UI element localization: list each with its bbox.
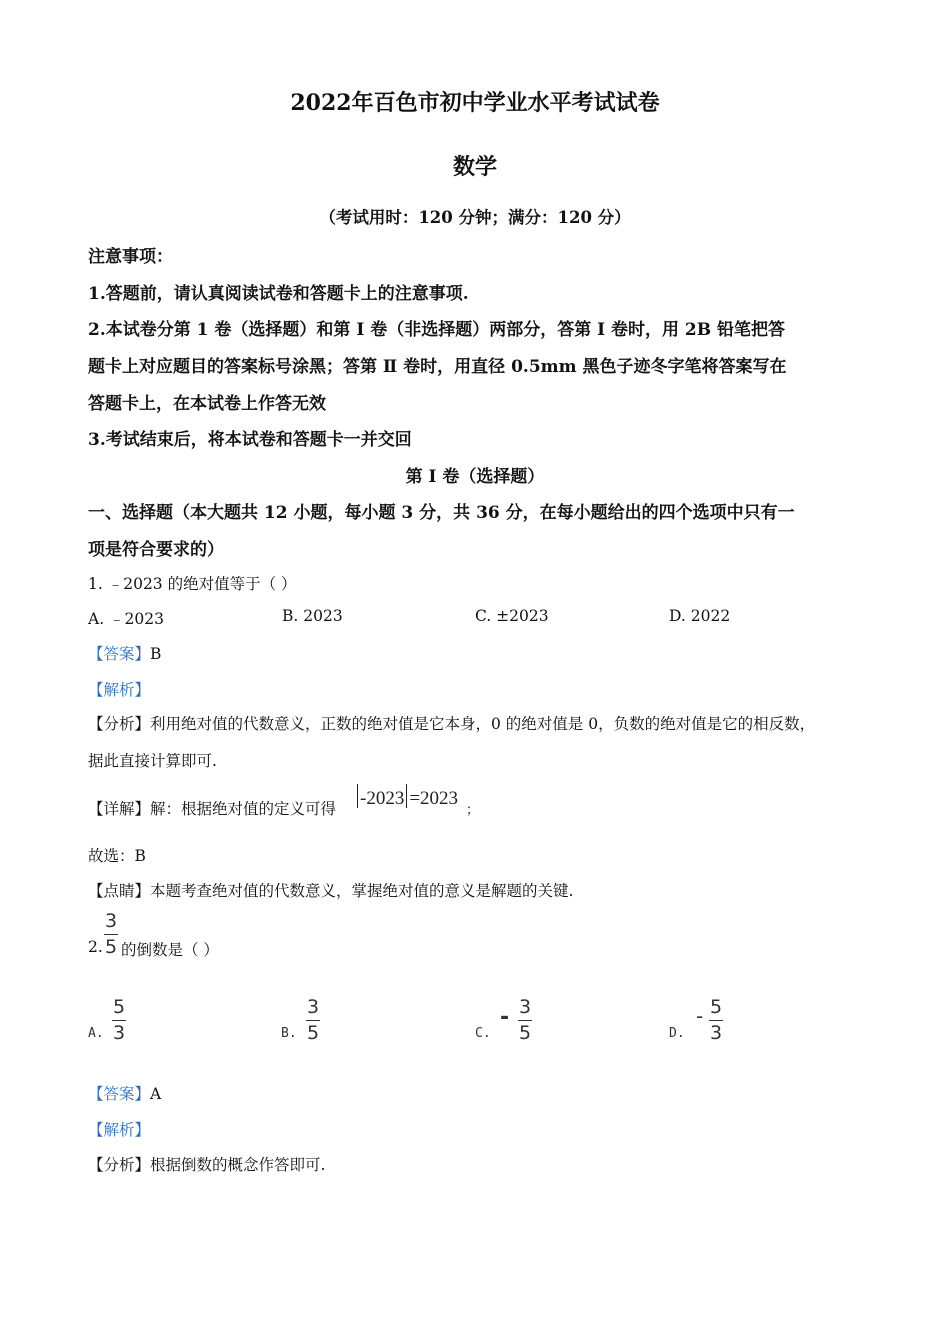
q1-dianjing: 【点睛】本题考查绝对值的代数意义，掌握绝对值的意义是解题的关键. (88, 882, 574, 900)
q1-option-b: B. 2023 (282, 607, 343, 625)
abs-result: =2023 (409, 788, 459, 809)
fraction (518, 998, 532, 1043)
note-item-1: 1.答题前，请认真阅读试卷和答题卡上的注意事项. (88, 284, 469, 304)
q1-detail-text: 【详解】解：根据绝对值的定义可得 (88, 800, 337, 818)
fraction (709, 998, 723, 1043)
denominator: 5 (518, 1022, 532, 1044)
abs-bar-left (357, 784, 358, 808)
denominator: 3 (112, 1022, 126, 1044)
fraction (306, 998, 320, 1043)
exam-info: （考试用时：120 分钟；满分：120 分） (319, 208, 631, 227)
fraction (104, 912, 118, 957)
q1-stem: 1. ﹣2023 的绝对值等于（ ） (88, 575, 297, 593)
q2-analysis-tag: 【解析】 (88, 1121, 151, 1139)
q2-option-d-fraction (709, 998, 723, 1043)
exam-title: 2022年百色市初中学业水平考试试卷 (290, 90, 660, 116)
part-title: 第 I 卷（选择题） (405, 467, 545, 487)
abs-bar-right (406, 784, 407, 808)
notes-heading: 注意事项： (88, 247, 173, 267)
q2-answer (88, 1082, 161, 1104)
q1-detail-suffix: ； (466, 803, 480, 818)
q1-option-c: C. ±2023 (475, 607, 549, 625)
note-item-3: 3.考试结束后，将本试卷和答题卡一并交回 (88, 430, 412, 450)
q2-fenxi: 【分析】根据倒数的概念作答即可. (88, 1156, 326, 1174)
answer-tag: 【答案】 (88, 1085, 151, 1103)
fraction-bar (306, 1020, 320, 1021)
denominator: 3 (709, 1022, 723, 1044)
numerator: 5 (709, 996, 723, 1018)
note-item-2-line-3: 答题卡上，在本试卷上作答无效 (88, 394, 326, 414)
note-item-2-line-1: 2.本试卷分第 1 卷（选择题）和第 I 卷（非选择题）两部分，答第 I 卷时，用 2B 铅笔把答 (88, 320, 786, 340)
q1-option-d: D. 2022 (669, 607, 731, 625)
q2-option-c-sign: - (500, 1005, 510, 1030)
q1-analysis-tag: 【解析】 (88, 681, 151, 699)
denominator: 5 (104, 936, 118, 958)
note-item-2-line-2: 题卡上对应题目的答案标号涂黑；答第 Ⅱ 卷时，用直径 0.5mm 黑色子迹冬字笔将答案写在 (88, 357, 787, 377)
q2-option-d-label: D. (669, 1026, 685, 1041)
q2-option-b-fraction (306, 998, 320, 1043)
fraction-bar (112, 1020, 126, 1021)
numerator: 5 (112, 996, 126, 1018)
q2-option-c-label: C. (475, 1026, 491, 1041)
q2-stem-fraction (104, 912, 118, 957)
fraction-bar (518, 1020, 532, 1021)
q1-option-a: A. ﹣2023 (88, 610, 164, 628)
q2-option-b-label: B. (281, 1026, 297, 1041)
answer-value: B (150, 645, 162, 663)
abs-inner: -2023 (360, 788, 405, 809)
section-heading-line-1: 一、选择题（本大题共 12 小题，每小题 3 分，共 36 分，在每小题给出的四个选项中只有一 (88, 503, 795, 523)
q2-number: 2. (88, 938, 103, 956)
q2-option-c-fraction (518, 998, 532, 1043)
q1-detail-formula (355, 784, 458, 810)
fraction-bar (104, 934, 118, 935)
numerator: 3 (104, 910, 118, 932)
q2-option-a-label: A. (88, 1026, 104, 1041)
answer-tag: 【答案】 (88, 645, 151, 663)
fraction-bar (709, 1020, 723, 1021)
subject-title: 数学 (452, 154, 497, 180)
q1-choice: 故选：B (88, 847, 146, 865)
q2-option-a-fraction (112, 998, 126, 1043)
q1-fenxi-line-1: 【分析】利用绝对值的代数意义，正数的绝对值是它本身，0 的绝对值是 0，负数的绝对值是它的相反数， (88, 715, 816, 733)
answer-value: A (150, 1085, 162, 1103)
q2-option-d-sign: - (696, 1004, 704, 1028)
numerator: 3 (518, 996, 532, 1018)
q1-answer (88, 642, 161, 664)
fraction (112, 998, 126, 1043)
q2-stem-text: 的倒数是（ ） (121, 941, 219, 959)
q1-fenxi-line-2: 据此直接计算即可. (88, 752, 217, 770)
numerator: 3 (306, 996, 320, 1018)
section-heading-line-2: 项是符合要求的） (88, 540, 224, 560)
denominator: 5 (306, 1022, 320, 1044)
